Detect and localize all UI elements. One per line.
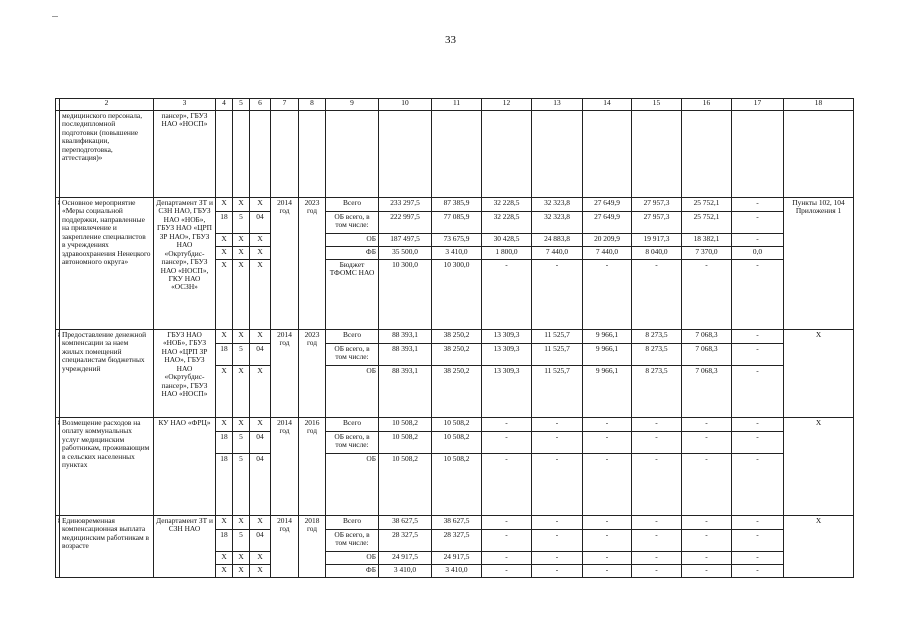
cell-code-6: Х [250, 260, 271, 330]
cell-code-5: Х [233, 198, 250, 212]
cell-code-5: 5 [233, 432, 250, 454]
column-header: 12 [482, 99, 532, 111]
cell-amount: - [632, 432, 682, 454]
cell-amount: 38 250,2 [432, 344, 482, 366]
cell-amount: - [732, 366, 784, 418]
cell-amount: 0,0 [732, 247, 784, 260]
cell-funding-source: Всего [326, 516, 379, 530]
cell-amount: - [583, 552, 632, 565]
column-header: 2 [60, 99, 154, 111]
cell-amount: 24 917,5 [379, 552, 432, 565]
cell-amount: - [482, 432, 532, 454]
cell-amount: 38 627,5 [432, 516, 482, 530]
cell-amount: - [482, 565, 532, 578]
cell-code-5: 5 [233, 212, 250, 234]
cell-amount: 3 410,0 [379, 565, 432, 578]
cell-amount: - [532, 418, 583, 432]
cell-end-year: 2018 год [299, 516, 326, 578]
cell-executor: ГБУЗ НАО «НОБ», ГБУЗ НАО «ЦРП ЗР НАО», ГБУЗ НАО «Окртубдис-пансер», ГБУЗ НАО «НОСП» [154, 330, 216, 418]
table-row [56, 198, 854, 212]
cell-amount: 8 273,5 [632, 366, 682, 418]
cell-amount: - [682, 565, 732, 578]
cell-funding-source: Бюджет ТФОМС НАО [326, 260, 379, 330]
cell-amount: 32 323,8 [532, 198, 583, 212]
cell-amount: 8 273,5 [632, 344, 682, 366]
cell-amount: 187 497,5 [379, 234, 432, 247]
cell-amount: 222 997,5 [379, 212, 432, 234]
cell-amount: 13 309,3 [482, 366, 532, 418]
cell-amount: 3 410,0 [432, 247, 482, 260]
cell-code-5: Х [233, 366, 250, 418]
cell-funding-source: ОБ [326, 234, 379, 247]
cell-amount: 20 209,9 [583, 234, 632, 247]
cell-amount: - [682, 516, 732, 530]
cell-funding-source: ФБ [326, 247, 379, 260]
cell-code-4: Х [216, 418, 233, 432]
column-header: 4 [216, 99, 233, 111]
cell-amount: - [532, 516, 583, 530]
cell-amount: 27 649,9 [583, 198, 632, 212]
cell-amount: - [732, 516, 784, 530]
column-header: 16 [682, 99, 732, 111]
cell-code-5: Х [233, 260, 250, 330]
cell-amount: 1 800,0 [482, 247, 532, 260]
cell-amount: - [482, 552, 532, 565]
cell-amount: - [583, 260, 632, 330]
cell-code-4: Х [216, 234, 233, 247]
cell-amount: 25 752,1 [682, 212, 732, 234]
column-header: 9 [326, 99, 379, 111]
cell-amount: 10 508,2 [432, 454, 482, 516]
cell-amount: - [632, 516, 682, 530]
column-header: 7 [271, 99, 299, 111]
cell-amount: 11 525,7 [532, 366, 583, 418]
cell-code-6: Х [250, 418, 271, 432]
cell-amount: 24 883,8 [532, 234, 583, 247]
column-header: 18 [784, 99, 854, 111]
cell-amount: - [732, 212, 784, 234]
cell-amount: - [732, 330, 784, 344]
cell-code-5: 5 [233, 530, 250, 552]
column-header: 3 [154, 99, 216, 111]
column-header: 10 [379, 99, 432, 111]
cell-name: Возмещение расходов на оплату коммунальных услуг медицинским работникам, проживающим в сельских населенных пунктах [60, 418, 154, 516]
cell-start-year: 2014 год [271, 418, 299, 516]
table-row [56, 516, 854, 530]
table-row [56, 330, 854, 344]
cell-amount: 11 525,7 [532, 330, 583, 344]
cell-funding-source: Всего [326, 330, 379, 344]
cell-amount: 32 323,8 [532, 212, 583, 234]
cell-funding-source: ОБ всего, в том числе: [326, 432, 379, 454]
cell-amount: - [732, 260, 784, 330]
cell-code-5: 5 [233, 344, 250, 366]
cell-end-year: 2016 год [299, 418, 326, 516]
cell-note: Пункты 102, 104 Приложения 1 [784, 198, 854, 330]
cell-code-4: 18 [216, 212, 233, 234]
cell-code-6: 04 [250, 454, 271, 516]
cell-code-4: Х [216, 260, 233, 330]
cell-amount: 87 385,9 [432, 198, 482, 212]
cell-amount: 7 370,0 [682, 247, 732, 260]
cell-code-6: Х [250, 330, 271, 344]
cell-note: Х [784, 516, 854, 578]
cell-code-5: 5 [233, 454, 250, 516]
cell-amount: - [632, 260, 682, 330]
cell-amount: 30 428,5 [482, 234, 532, 247]
cell-end-year: 2023 год [299, 198, 326, 330]
table-row [56, 418, 854, 432]
cell-amount: - [732, 565, 784, 578]
cell-code-4: 18 [216, 530, 233, 552]
cell-amount: 35 500,0 [379, 247, 432, 260]
cell-amount: - [532, 565, 583, 578]
cell-amount: - [682, 260, 732, 330]
cell-amount: - [482, 454, 532, 516]
cell-amount: 10 508,2 [432, 432, 482, 454]
cell-amount: - [583, 418, 632, 432]
cell-code-4: Х [216, 330, 233, 344]
column-header: 6 [250, 99, 271, 111]
cell-code-5: Х [233, 418, 250, 432]
cell-amount: 11 525,7 [532, 344, 583, 366]
cell-code-6: Х [250, 552, 271, 565]
cell-amount: - [632, 565, 682, 578]
cell-code-4: Х [216, 565, 233, 578]
cell-code-6: 04 [250, 432, 271, 454]
cell-amount: 32 228,5 [482, 198, 532, 212]
cell-amount: 13 309,3 [482, 330, 532, 344]
cell-code-4: 18 [216, 432, 233, 454]
cell-name: Предоставление денежной компенсации за наем жилых помещений специалистам бюджетных учреждений [60, 330, 154, 418]
cell-funding-source: ОБ [326, 552, 379, 565]
cell-executor: Департамент ЗТ и СЗН НАО, ГБУЗ НАО «НОБ», ГБУЗ НАО «ЦРП ЗР НАО», ГБУЗ НАО «Окртубдис-пансер», ГБУЗ НАО «НОСП», ГКУ НАО «ОСЗН» [154, 198, 216, 330]
cell-amount: 27 957,3 [632, 212, 682, 234]
cell-amount: - [732, 418, 784, 432]
cell-code-5: Х [233, 516, 250, 530]
cell-amount: 9 966,1 [583, 366, 632, 418]
cell-code-4: Х [216, 247, 233, 260]
cell-amount: 28 327,5 [379, 530, 432, 552]
cell-amount: 7 440,0 [532, 247, 583, 260]
program-table [55, 98, 854, 578]
cell-amount: - [732, 530, 784, 552]
cell-amount: 9 966,1 [583, 344, 632, 366]
cell-code-6: 04 [250, 530, 271, 552]
cell-end-year: 2023 год [299, 330, 326, 418]
cell-executor: КУ НАО «ФРЦ» [154, 418, 216, 516]
cell-amount: - [583, 516, 632, 530]
cell-amount: 88 393,1 [379, 366, 432, 418]
header-row [56, 99, 854, 111]
cell-amount: 77 085,9 [432, 212, 482, 234]
cell-note: Х [784, 330, 854, 418]
column-header: 15 [632, 99, 682, 111]
cell-amount: 7 068,3 [682, 330, 732, 344]
cell-amount: 10 508,2 [432, 418, 482, 432]
cell-code-5: Х [233, 330, 250, 344]
cell-amount: - [732, 432, 784, 454]
cell-amount: 10 508,2 [379, 454, 432, 516]
column-header: 8 [299, 99, 326, 111]
cell-amount: - [583, 454, 632, 516]
cell-amount: 10 508,2 [379, 432, 432, 454]
cell-amount: 24 917,5 [432, 552, 482, 565]
cell-code-4: Х [216, 198, 233, 212]
cell-code-6: Х [250, 247, 271, 260]
cell-amount: - [632, 418, 682, 432]
cell-funding-source: ОБ всего, в том числе: [326, 530, 379, 552]
cell-amount: 10 508,2 [379, 418, 432, 432]
cell-amount: - [732, 344, 784, 366]
cell-amount: 10 300,0 [379, 260, 432, 330]
cell-amount: - [532, 260, 583, 330]
cell-amount: - [482, 418, 532, 432]
cell-executor: Департамент ЗТ и СЗН НАО [154, 516, 216, 578]
cell-amount: 25 752,1 [682, 198, 732, 212]
cell-name: Единовременная компенсационная выплата медицинским работникам в возрасте [60, 516, 154, 578]
cell-amount: - [732, 234, 784, 247]
cell-amount: 38 250,2 [432, 366, 482, 418]
cell-amount: 3 410,0 [432, 565, 482, 578]
cell-amount: - [583, 432, 632, 454]
cell-start-year: 2014 год [271, 516, 299, 578]
continuation-row [56, 111, 854, 198]
cell-amount: - [632, 454, 682, 516]
cell-executor: пансер», ГБУЗ НАО «НОСП» [154, 111, 216, 198]
cell-code-6: Х [250, 565, 271, 578]
cell-amount: 27 649,9 [583, 212, 632, 234]
cell-amount: 88 393,1 [379, 344, 432, 366]
column-header: 5 [233, 99, 250, 111]
page-number: 33 [445, 34, 456, 46]
column-header: 11 [432, 99, 482, 111]
column-header: 17 [732, 99, 784, 111]
cell-code-6: Х [250, 234, 271, 247]
cell-amount: - [632, 552, 682, 565]
cell-amount: - [532, 530, 583, 552]
cell-amount: 8 040,0 [632, 247, 682, 260]
cell-code-5: Х [233, 247, 250, 260]
cell-amount: 88 393,1 [379, 330, 432, 344]
cell-code-6: Х [250, 198, 271, 212]
cell-code-4: 18 [216, 344, 233, 366]
cell-funding-source: ОБ всего, в том числе: [326, 212, 379, 234]
cell-amount: - [632, 530, 682, 552]
cell-amount: - [682, 432, 732, 454]
cell-amount: 73 675,9 [432, 234, 482, 247]
cell-amount: - [482, 260, 532, 330]
column-header: 13 [532, 99, 583, 111]
cell-funding-source: Всего [326, 418, 379, 432]
cell-funding-source: ОБ [326, 454, 379, 516]
cell-amount: - [682, 552, 732, 565]
cell-funding-source: ОБ [326, 366, 379, 418]
cell-amount: - [732, 454, 784, 516]
cell-amount: - [583, 565, 632, 578]
cell-amount: - [732, 552, 784, 565]
cell-amount: 38 250,2 [432, 330, 482, 344]
cell-amount: - [532, 432, 583, 454]
scan-mark [52, 16, 58, 17]
column-header: 14 [583, 99, 632, 111]
cell-amount: 28 327,5 [432, 530, 482, 552]
cell-amount: - [682, 418, 732, 432]
cell-amount: 7 068,3 [682, 344, 732, 366]
cell-funding-source: ОБ всего, в том числе: [326, 344, 379, 366]
cell-start-year: 2014 год [271, 330, 299, 418]
cell-amount: 7 068,3 [682, 366, 732, 418]
cell-amount: 27 957,3 [632, 198, 682, 212]
cell-funding-source: ФБ [326, 565, 379, 578]
cell-code-6: 04 [250, 212, 271, 234]
cell-code-5: Х [233, 552, 250, 565]
cell-amount: 18 382,1 [682, 234, 732, 247]
cell-amount: 19 917,3 [632, 234, 682, 247]
cell-amount: - [682, 454, 732, 516]
cell-amount: - [482, 530, 532, 552]
cell-code-4: Х [216, 552, 233, 565]
cell-name: Основное мероприятие «Меры социальной поддержки, направленные на привлечение и закрепление специалистов в учреждениях здравоохранения Ненецкого автономного округа» [60, 198, 154, 330]
cell-code-4: 18 [216, 454, 233, 516]
cell-code-4: Х [216, 366, 233, 418]
cell-amount: 9 966,1 [583, 330, 632, 344]
cell-amount: 7 440,0 [583, 247, 632, 260]
cell-amount: 32 228,5 [482, 212, 532, 234]
cell-amount: - [482, 516, 532, 530]
cell-amount: 8 273,5 [632, 330, 682, 344]
cell-code-5: Х [233, 234, 250, 247]
cell-code-4: Х [216, 516, 233, 530]
cell-code-6: Х [250, 366, 271, 418]
cell-code-6: 04 [250, 344, 271, 366]
cell-amount: - [583, 530, 632, 552]
cell-amount: - [732, 198, 784, 212]
cell-note: Х [784, 418, 854, 516]
cell-code-5: Х [233, 565, 250, 578]
cell-amount: 10 300,0 [432, 260, 482, 330]
cell-amount: - [532, 454, 583, 516]
cell-funding-source: Всего [326, 198, 379, 212]
cell-name: медицинского персонала, последипломной подготовки (повышение квалификации, переподготовка, аттестация)» [60, 111, 154, 198]
cell-amount: 13 309,3 [482, 344, 532, 366]
cell-amount: - [682, 530, 732, 552]
cell-start-year: 2014 год [271, 198, 299, 330]
cell-code-6: Х [250, 516, 271, 530]
cell-amount: - [532, 552, 583, 565]
cell-amount: 233 297,5 [379, 198, 432, 212]
cell-amount: 38 627,5 [379, 516, 432, 530]
